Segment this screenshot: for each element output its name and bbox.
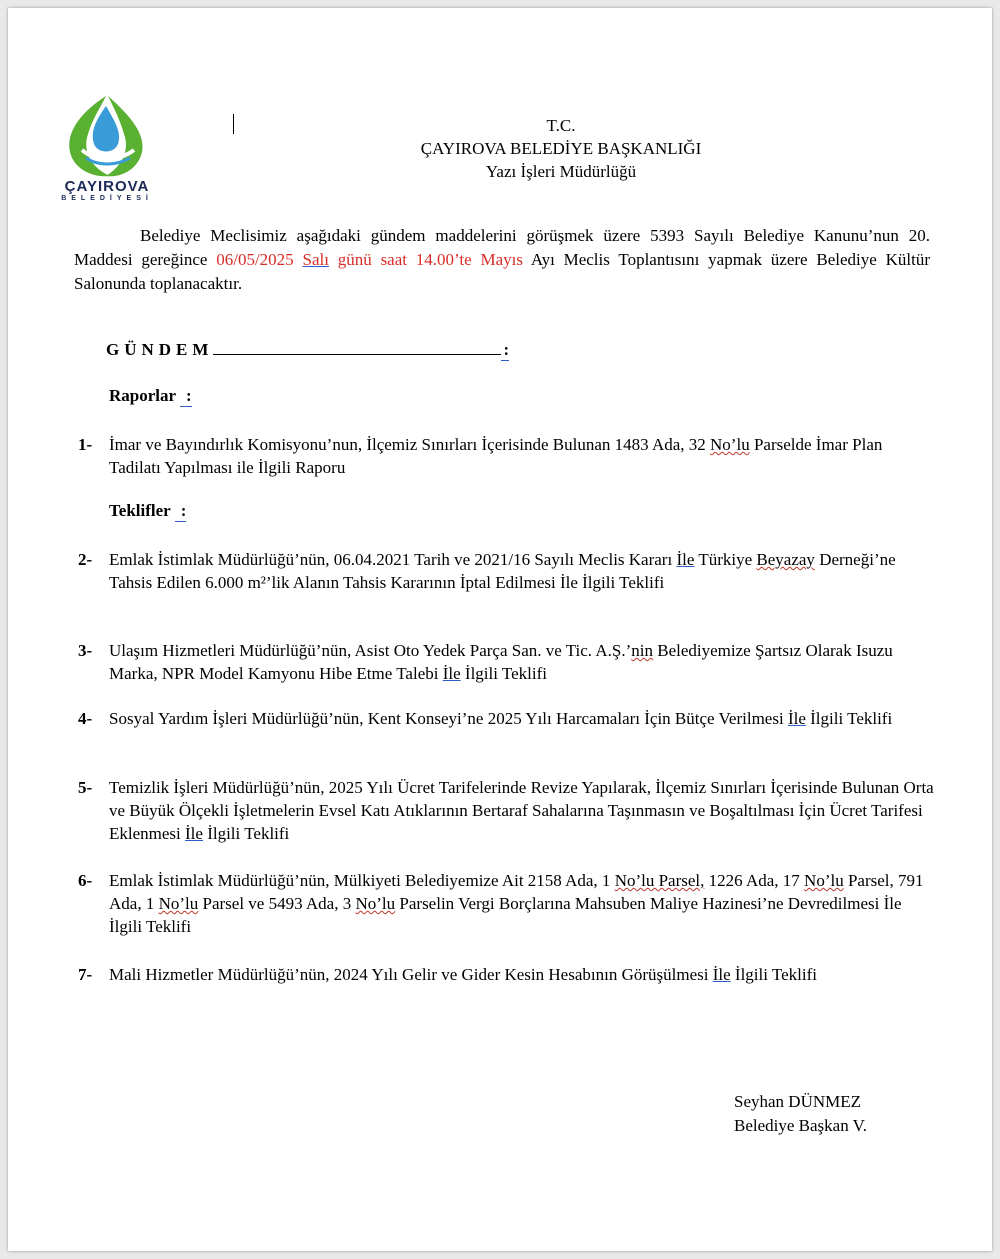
signatory-name: Seyhan DÜNMEZ	[734, 1092, 862, 1111]
item-number: 2-	[78, 550, 93, 569]
agenda-colon: :	[503, 340, 510, 359]
intro-text: Belediye Meclisimiz aşağıdaki gündem maddelerini görüşmek üzere 5393 Sayılı Belediye Kanunu’nun 20. Maddesi gereğince	[74, 226, 930, 269]
item-number: 1-	[78, 435, 93, 454]
item-number: 6-	[78, 871, 93, 890]
section-reports-label: Raporlar	[109, 386, 177, 405]
item-text: İmar ve Bayındırlık Komisyonu’nun, İlçemiz Sınırları İçerisinde Bulunan 1483 Ada, 32 No’lu Parselde İmar Plan Tadilatı Yapılması ile İlgili Raporu	[109, 435, 883, 477]
drop-leaf-icon	[48, 92, 166, 180]
item-number: 4-	[78, 709, 93, 728]
item-text: Mali Hizmetler Müdürlüğü’nün, 2024 Yılı Gelir ve Gider Kesin Hesabının Görüşülmesi İle İlgili Teklifi	[109, 965, 817, 984]
header-line-department: Yazı İşleri Müdürlüğü	[485, 162, 637, 181]
item-number: 3-	[78, 641, 93, 660]
text-cursor	[233, 114, 234, 134]
intro-text-end: Ayı Meclis Toplantısını yapmak üzere Belediye Kültür Salonunda toplanacaktır.	[74, 250, 930, 293]
section-proposals-label: Teklifler	[109, 501, 171, 520]
header-line-municipality: ÇAYIROVA BELEDİYE BAŞKANLIĞI	[420, 139, 702, 158]
agenda-heading	[106, 339, 509, 361]
intro-paragraph	[74, 224, 930, 296]
signatory-title: Belediye Başkan V.	[734, 1116, 867, 1135]
municipality-logo	[48, 92, 166, 204]
header-line-tc: T.C.	[546, 116, 576, 135]
signature-block	[734, 1090, 867, 1138]
logo-wordmark: ÇAYIROVA	[64, 178, 150, 195]
item-text: Sosyal Yardım İşleri Müdürlüğü’nün, Kent Konseyi’ne 2025 Yılı Harcamaları İçin Bütçe Verilmesi İle İlgili Teklifi	[109, 709, 893, 728]
item-number: 5-	[78, 778, 93, 797]
item-text: Ulaşım Hizmetleri Müdürlüğü’nün, Asist Oto Yedek Parça San. ve Tic. A.Ş.’nin Belediyemize Şartsız Olarak Isuzu Marka, NPR Model Kamyonu Hibe Etme Talebi İle İlgili Teklifi	[109, 641, 893, 683]
agenda-underline	[213, 339, 501, 355]
agenda-title: GÜNDEM	[106, 340, 214, 359]
section-reports-colon: :	[180, 386, 192, 407]
logo-subtitle: BELEDİYESİ	[61, 195, 153, 202]
meeting-date: 06/05/2025	[216, 250, 303, 269]
document-page	[8, 8, 992, 1251]
meeting-time: günü saat 14.00’te Mayıs	[328, 250, 523, 269]
section-proposals	[109, 501, 186, 522]
item-text: Temizlik İşleri Müdürlüğü’nün, 2025 Yılı Ücret Tarifelerinde Revize Yapılarak, İlçemiz Sınırları İçerisinde Bulunan Orta ve Büyük Ölçekli İşletmelerin Evsel Katı Atıklarının Bertaraf Sahalarına Taşınmasın ve Boşaltılması İçin Ücret Tarifesi Eklenmesi İle İlgili Teklifi	[109, 778, 934, 843]
section-proposals-colon: :	[175, 501, 187, 522]
item-number: 7-	[78, 965, 93, 984]
item-text: Emlak İstimlak Müdürlüğü’nün, Mülkiyeti Belediyemize Ait 2158 Ada, 1 No’lu Parsel, 1226 Ada, 17 No’lu Parsel, 791 Ada, 1 No’lu Parsel ve 5493 Ada, 3 No’lu Parselin Vergi Borçlarına Mahsuben Maliye Hazinesi’ne Devredilmesi İle İlgili Teklifi	[109, 871, 924, 936]
document-header	[308, 114, 814, 183]
section-reports	[109, 386, 192, 407]
meeting-day: Salı	[302, 250, 329, 269]
item-text: Emlak İstimlak Müdürlüğü’nün, 06.04.2021 Tarih ve 2021/16 Sayılı Meclis Kararı İle Türkiye Beyazay Derneği’ne Tahsis Edilen 6.000 m²’lik Alanın Tahsis Kararının İptal Edilmesi İle İlgili Teklifi	[109, 550, 896, 592]
